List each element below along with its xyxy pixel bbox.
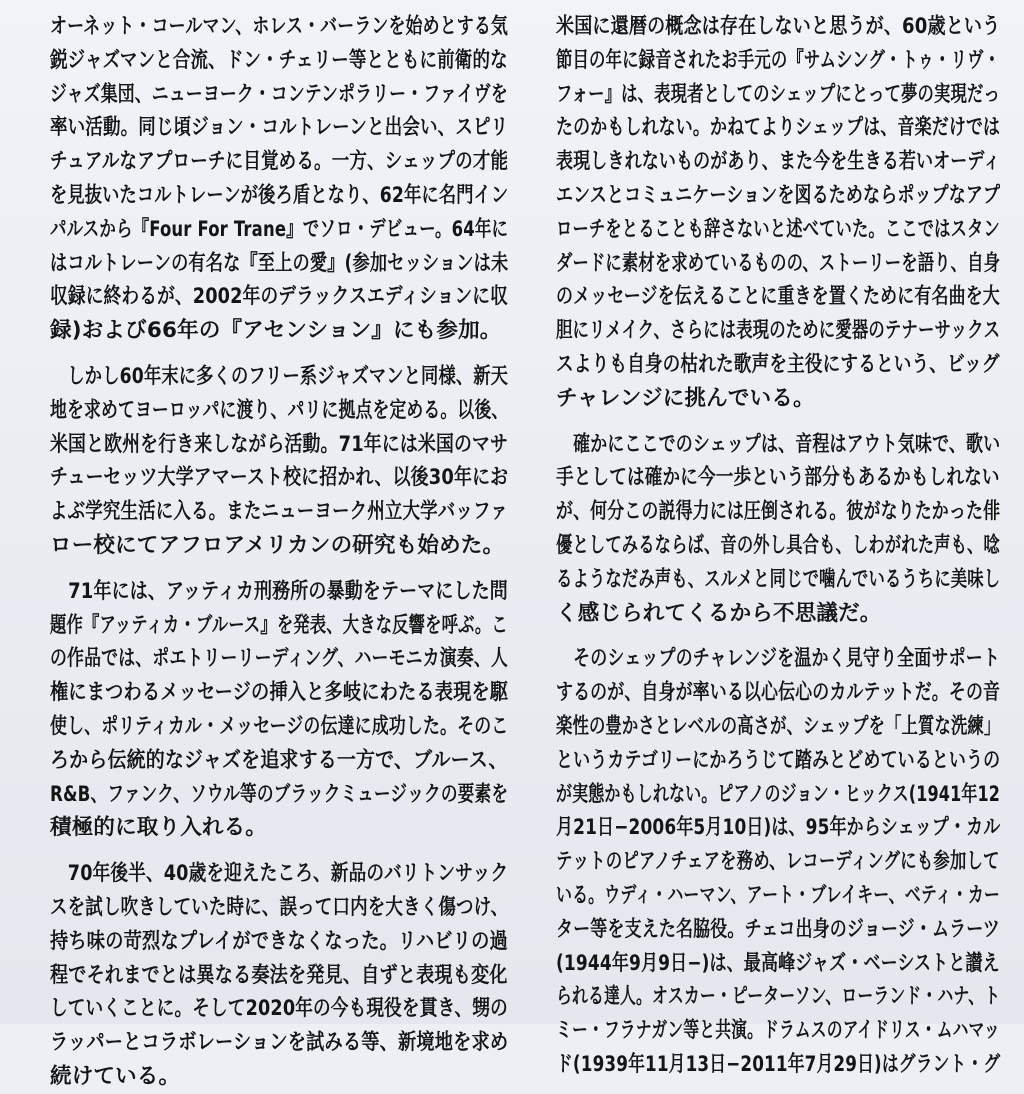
text-line: ラッパーとコラボレーションを試みる等、新境地を求め: [50, 1030, 509, 1056]
right-text-column: [556, 10, 1000, 1082]
text-line: しかし60年末に多くのフリー系ジャズマンと同様、新天: [50, 363, 509, 389]
text-line: はコルトレーンの有名な『至上の愛』(参加セッションは未: [50, 250, 509, 276]
text-line: するのが、自身が率いる以心伝心のカルテットだ。その音: [556, 680, 1001, 706]
paragraph-gap: [556, 416, 1000, 428]
text-line: が実態かもしれない。ピアノのジョン・ヒックス(1941年12: [556, 781, 1001, 807]
text-line: オーネット・コールマン、ホレス・バーランを始めとする気: [50, 14, 509, 39]
text-line: チュアルなアプローチに目覚める。一方、シェップの才能: [50, 149, 509, 175]
text-line: エンスとコミュニケーションを図るためならポップなアプ: [556, 182, 1001, 208]
text-line: チューセッツ大学アマースト校に招かれ、以後30年にお: [50, 465, 509, 491]
text-line: 米国と欧州を行き来しながら活動。71年には米国のマサ: [50, 431, 509, 457]
text-line: そのシェップのチャレンジを温かく見守り全面サポート: [556, 646, 1001, 672]
text-line: していくことに。そして2020年の今も現役を貫き、甥の: [50, 996, 508, 1022]
text-line: 胆にリメイク、さらには表現のために愛器のテナーサックス: [556, 318, 1001, 344]
paragraph-gap: [556, 630, 1000, 642]
text-line: 月21日−2006年5月10日)は、95年からシェップ・カル: [556, 815, 1001, 841]
text-line: 優としてみるならば、音の外し具合も、しわがれた声も、唸: [556, 532, 1000, 558]
text-line: のメッセージを伝えることに重きを置くために有名曲を大: [556, 284, 1000, 310]
text-line: を見抜いたコルトレーンが後ろ盾となり、62年に名門イン: [50, 182, 509, 208]
text-line: 持ち味の苛烈なプレイができなくなった。リハビリの過: [50, 928, 508, 954]
text-line: R&B、ファンク、ソウル等のブラックミュージックの要素を: [50, 781, 509, 807]
text-line: ミー・フラナガン等と共演。ドラムスのアイドリス・ムハマッ: [556, 1018, 1000, 1044]
text-line: 手としては確かに今一歩という部分もあるかもしれない: [556, 465, 1000, 491]
text-line: ター等を支えた名脇役。チェコ出身のジョージ・ムラーツ: [556, 916, 1000, 942]
text-line: 使し、ポリティカル・メッセージの伝達に成功した。そのこ: [50, 713, 509, 739]
text-line: 率い活動。同じ頃ジョン・コルトレーンと出会い、スピリ: [50, 115, 509, 141]
text-line: ろから伝統的なジャズを追求する一方で、ブルース、: [50, 747, 508, 773]
text-line: スよりも自身の枯れた歌声を主役にするという、ビッグ: [556, 351, 1000, 377]
text-line: 録)および66年の『アセンション』にも参加。: [50, 318, 502, 344]
text-line: られる達人。オスカー・ピーターソン、ローランド・ハナ、ト: [556, 984, 1001, 1010]
text-line: テットのピアノチェアを務め、レコーディングにも参加して: [556, 849, 1000, 875]
text-line: 節目の年に録音されたお手元の『サムシング・トゥ・リヴ・: [556, 47, 1001, 73]
text-line: 地を求めてヨーロッパに渡り、パリに拠点を定める。以後、: [50, 397, 509, 423]
text-line: (1944年9月9日−)は、最高峰ジャズ・ベーシストと讃え: [556, 950, 1000, 976]
paragraph-gap: [50, 563, 508, 575]
text-line: 表現しきれないものがあり、また今を生きる若いオーディ: [556, 149, 1001, 175]
text-line: 米国に還暦の概念は存在しないと思うが、60歳という: [556, 14, 1001, 39]
text-line: 確かにここでのシェップは、音程はアウト気味で、歌い: [556, 431, 1001, 457]
text-line: 収録に終わるが、2002年のデラックスエディションに収: [50, 284, 508, 310]
text-line: の作品では、ポエトリーリーディング、ハーモニカ演奏、人: [50, 646, 508, 672]
text-line: よぶ学究生活に入る。またニューヨーク州立大学バッファ: [50, 499, 508, 525]
text-line: るようなだみ声も、スルメと同じで噛んでいるうちに美味し: [556, 566, 1001, 592]
left-text-column: [50, 10, 508, 1094]
paragraph-gap: [50, 348, 508, 360]
text-line: ド(1939年11月13日−2011年7月29日)はグラント・グ: [556, 1051, 1001, 1077]
text-line: 権にまつわるメッセージの挿入と多岐にわたる表現を駆: [50, 680, 509, 706]
text-line: ローチをとることも辞さないと述べていた。ここではスタン: [556, 216, 1000, 242]
text-line: ロー校にてアフロアメリカンの研究も始めた。: [50, 532, 505, 558]
text-line: スを試し吹きしていた時に、誤って口内を大きく傷つけ、: [50, 894, 509, 920]
text-line: フォー』は、表現者としてのシェップにとって夢の実現だっ: [556, 81, 1000, 107]
text-line: ジャズ集団、ニューヨーク・コンテンポラリー・ファイヴを: [50, 81, 508, 107]
text-line: いる。ウディ・ハーマン、アート・ブレイキー、ベティ・カー: [556, 882, 1000, 908]
text-line: 積極的に取り入れる。: [50, 815, 268, 841]
text-line: く感じられてくるから不思議だ。: [556, 600, 882, 626]
text-line: 71年には、アッティカ刑務所の暴動をテーマにした問: [50, 578, 508, 604]
text-line: 題作『アッティカ・ブルース』を発表、大きな反響を呼ぶ。こ: [50, 612, 508, 638]
text-line: 程でそれまでとは異なる奏法を発見、自ずと表現も変化: [50, 962, 508, 988]
text-line: ダードに素材を求めているものの、ストーリーを語り、自身: [556, 250, 1001, 276]
paragraph-gap: [50, 845, 508, 857]
text-line: 続けている。: [50, 1063, 181, 1089]
text-line: たのかもしれない。かねてよりシェップは、音楽だけでは: [556, 115, 1001, 141]
text-line: チャレンジに挑んでいる。: [556, 385, 815, 411]
text-line: パルスから『Four For Trane』でソロ・デビュー。64年に: [50, 216, 509, 242]
text-line: 楽性の豊かさとレベルの高さが、シェップを「上質な洗練」: [556, 713, 1001, 739]
text-line: というカテゴリーにかろうじて踏みとどめているというの: [556, 747, 1001, 773]
text-line: が、何分この説得力には圧倒される。彼がなりたかった俳: [556, 499, 1001, 525]
text-line: 70年後半、40歳を迎えたころ、新品のバリトンサック: [50, 861, 509, 887]
text-line: 鋭ジャズマンと合流、ドン・チェリー等とともに前衛的な: [50, 47, 508, 73]
